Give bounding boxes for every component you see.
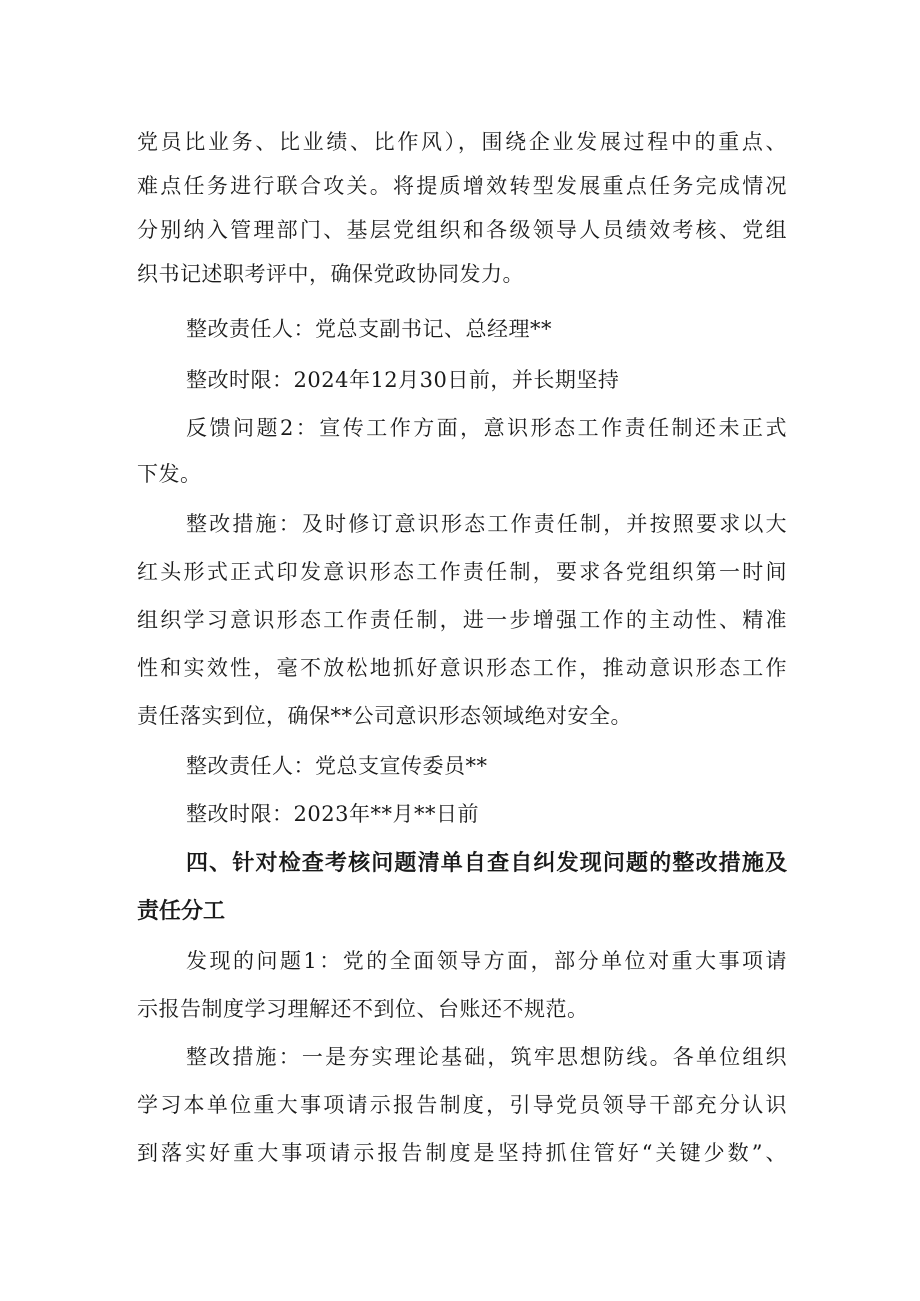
paragraph-line: 分别纳入管理部门、基层党组织和各级领导人员绩效考核、党组	[137, 218, 787, 242]
paragraph-line: 性和实效性，毫不放松地抓好意识形态工作，推动意识形态工作	[137, 656, 787, 680]
paragraph-line: 红头形式正式印发意识形态工作责任制，要求各党组织第一时间	[137, 560, 787, 584]
responsible-person: 整改责任人：党总支副书记、总经理**	[186, 317, 552, 341]
paragraph-line: 织书记述职考评中，确保党政协同发力。	[137, 262, 524, 286]
paragraph-line: 到落实好重大事项请示报告制度是坚持抓住管好“关键少数”、	[137, 1141, 787, 1165]
feedback-issue-2: 反馈问题2：宣传工作方面，意识形态工作责任制还未正式	[186, 416, 787, 440]
responsible-person: 整改责任人：党总支宣传委员**	[186, 754, 488, 778]
paragraph-line: 组织学习意识形态工作责任制，进一步增强工作的主动性、精准	[137, 608, 787, 632]
rectification-measures: 整改措施：及时修订意识形态工作责任制，并按照要求以大	[186, 512, 787, 536]
found-issue-1: 发现的问题1：党的全面领导方面，部分单位对重大事项请	[186, 949, 787, 973]
deadline: 整改时限：2024年12月30日前，并长期坚持	[186, 368, 620, 392]
rectification-measures: 整改措施：一是夯实理论基础，筑牢思想防线。各单位组织	[186, 1045, 787, 1069]
paragraph-line: 责任落实到位，确保**公司意识形态领域绝对安全。	[137, 704, 632, 728]
section-heading: 责任分工	[137, 899, 226, 924]
paragraph-line: 难点任务进行联合攻关。将提质增效转型发展重点任务完成情况	[137, 174, 787, 198]
paragraph-line: 下发。	[137, 462, 202, 486]
deadline: 整改时限：2023年**月**日前	[186, 802, 479, 826]
paragraph-line: 学习本单位重大事项请示报告制度，引导党员领导干部充分认识	[137, 1093, 787, 1117]
paragraph-line: 党员比业务、比业绩、比作风），围绕企业发展过程中的重点、	[137, 130, 787, 154]
section-heading: 四、针对检查考核问题清单自查自纠发现问题的整改措施及	[186, 851, 787, 876]
paragraph-line: 示报告制度学习理解还不到位、台账还不规范。	[137, 997, 589, 1021]
